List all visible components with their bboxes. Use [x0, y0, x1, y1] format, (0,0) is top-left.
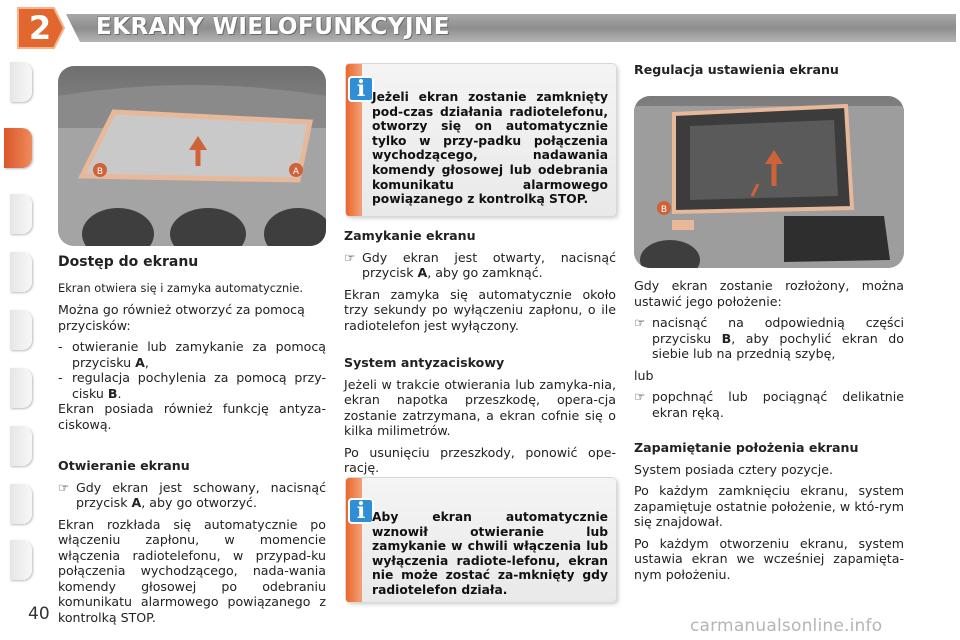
chapter-tab-active[interactable]	[4, 128, 32, 168]
list-item: ☞ Gdy ekran jest otwarty, nacisnąć przycisk A, aby go zamknąć.	[344, 249, 616, 280]
chapter-tab[interactable]	[10, 310, 32, 350]
info-text: Aby ekran automatycznie wznowił otwieranie lub zamykanie w chwili włączenia lub wyłączenia radiote-lefonu, ekran nie może zostać za-mknięty gdy radiotelefon działa.	[372, 510, 608, 597]
chapter-tab[interactable]	[10, 368, 32, 408]
list-item: ☞ nacisnąć na odpowiednią części przycisku B, aby pochylić ekran do siebie lub na przednią szybę,	[634, 315, 904, 361]
list-item: - regulacja pochylenia za pomocą przy-cisku B.	[58, 370, 326, 401]
list-item: ☞ Gdy ekran jest schowany, nacisnąć przycisk A, aby go otworzyć.	[58, 479, 326, 510]
info-box	[346, 478, 616, 602]
close-text: Ekran zamyka się automatycznie około trzy sekundy po wyłączeniu zapłonu, o ile radiotelefon jest wyłączony.	[344, 286, 616, 333]
anti-pinch-text-2: Po usunięciu przeszkody, ponowić ope-rację.	[344, 444, 616, 475]
chapter-number: 2	[28, 9, 52, 47]
list-item: ☞ popchnąć lub pociągnąć delikatnie ekran ręką.	[634, 389, 904, 420]
open-text: Ekran rozkłada się automatycznie po włączeniu zapłonu, w momencie włączenia radiotelefonu, w przypad-ku połączenia wychodzącego, nada-wania komendy głosowej po odebraniu komunikatu alarmowego powiązanego z kontrolką STOP.	[58, 516, 326, 625]
chapter-tab[interactable]	[10, 484, 32, 524]
info-text: Jeżeli ekran zostanie zamknięty pod-czas działania radiotelefonu, otworzy się on automatycznie tylko w przy-padku połączenia wychodzącego, nadawania komendy głosowej lub odebrania komunikatu alarmowego powiązanego z kontrolką STOP.	[372, 90, 608, 207]
section-heading-opening: Otwieranie ekranu	[58, 458, 190, 473]
dashboard-screen-photo-closed	[58, 66, 326, 246]
hand-pointer-icon: ☞	[634, 315, 646, 330]
page-number: 40	[28, 604, 50, 624]
chapter-tab[interactable]	[10, 252, 32, 292]
info-icon: i	[348, 498, 374, 524]
hand-pointer-icon: ☞	[344, 249, 356, 265]
anti-pinch-text: Jeżeli w trakcie otwierania lub zamyka-nia, ekran napotka przeszkodę, opera-cja zostanie zatrzymana, a ekran cofnie się o kilka milimetrów.	[344, 376, 616, 438]
column-2	[344, 228, 616, 482]
column-1	[58, 255, 326, 631]
chapter-tabs	[0, 62, 34, 582]
chapter-tab[interactable]	[10, 426, 32, 466]
hand-pointer-icon: ☞	[634, 389, 646, 404]
manual-text: Można go również otworzyć za pomocą przycisków:	[58, 302, 305, 333]
chapter-tab[interactable]	[10, 194, 32, 234]
intro-text: Ekran otwiera się i zamyka automatycznie.	[58, 280, 303, 295]
or-text: lub	[634, 367, 654, 383]
button-b-label: B	[96, 167, 104, 177]
button-a-label: A	[292, 167, 300, 177]
memory-text-3: Po każdym otworzeniu ekranu, system ustawia ekran we wcześniej zapamięta-nym położeniu.	[634, 535, 904, 582]
chapter-tab[interactable]	[10, 62, 32, 102]
section-heading-access: Dostęp do ekranu	[58, 254, 199, 270]
memory-text-2: Po każdym zamknięciu ekranu, system zapamiętuje ostatnie położenie, w któ-rym się znajdował.	[634, 483, 904, 529]
memory-text-1: System posiada cztery pozycje.	[634, 461, 833, 477]
info-icon: i	[348, 76, 374, 102]
section-heading-anti-pinch: System antyzaciskowy	[344, 355, 505, 370]
column-3	[634, 278, 904, 588]
list-item: - otwieranie lub zamykanie za pomocą przycisku A,	[58, 339, 326, 370]
page-title: EKRANY WIELOFUNKCYJNE	[96, 14, 450, 40]
anti-text: Ekran posiada również funkcję antyza-ciskową.	[58, 401, 326, 432]
watermark: carmanualsonline.info	[690, 616, 883, 636]
section-heading-adjustment: Regulacja ustawienia ekranu	[634, 62, 839, 77]
hand-pointer-icon: ☞	[58, 479, 70, 495]
dashboard-screen-photo-open	[634, 96, 904, 268]
column-3-heading	[634, 62, 904, 84]
adjust-text: Gdy ekran zostanie rozłożony, można ustawić jego położenie:	[634, 278, 904, 309]
info-box	[346, 64, 616, 216]
section-heading-closing: Zamykanie ekranu	[344, 228, 476, 243]
button-b-label: B	[660, 205, 668, 215]
section-heading-memory: Zapamiętanie położenia ekranu	[634, 440, 859, 455]
chapter-tab[interactable]	[10, 540, 32, 580]
